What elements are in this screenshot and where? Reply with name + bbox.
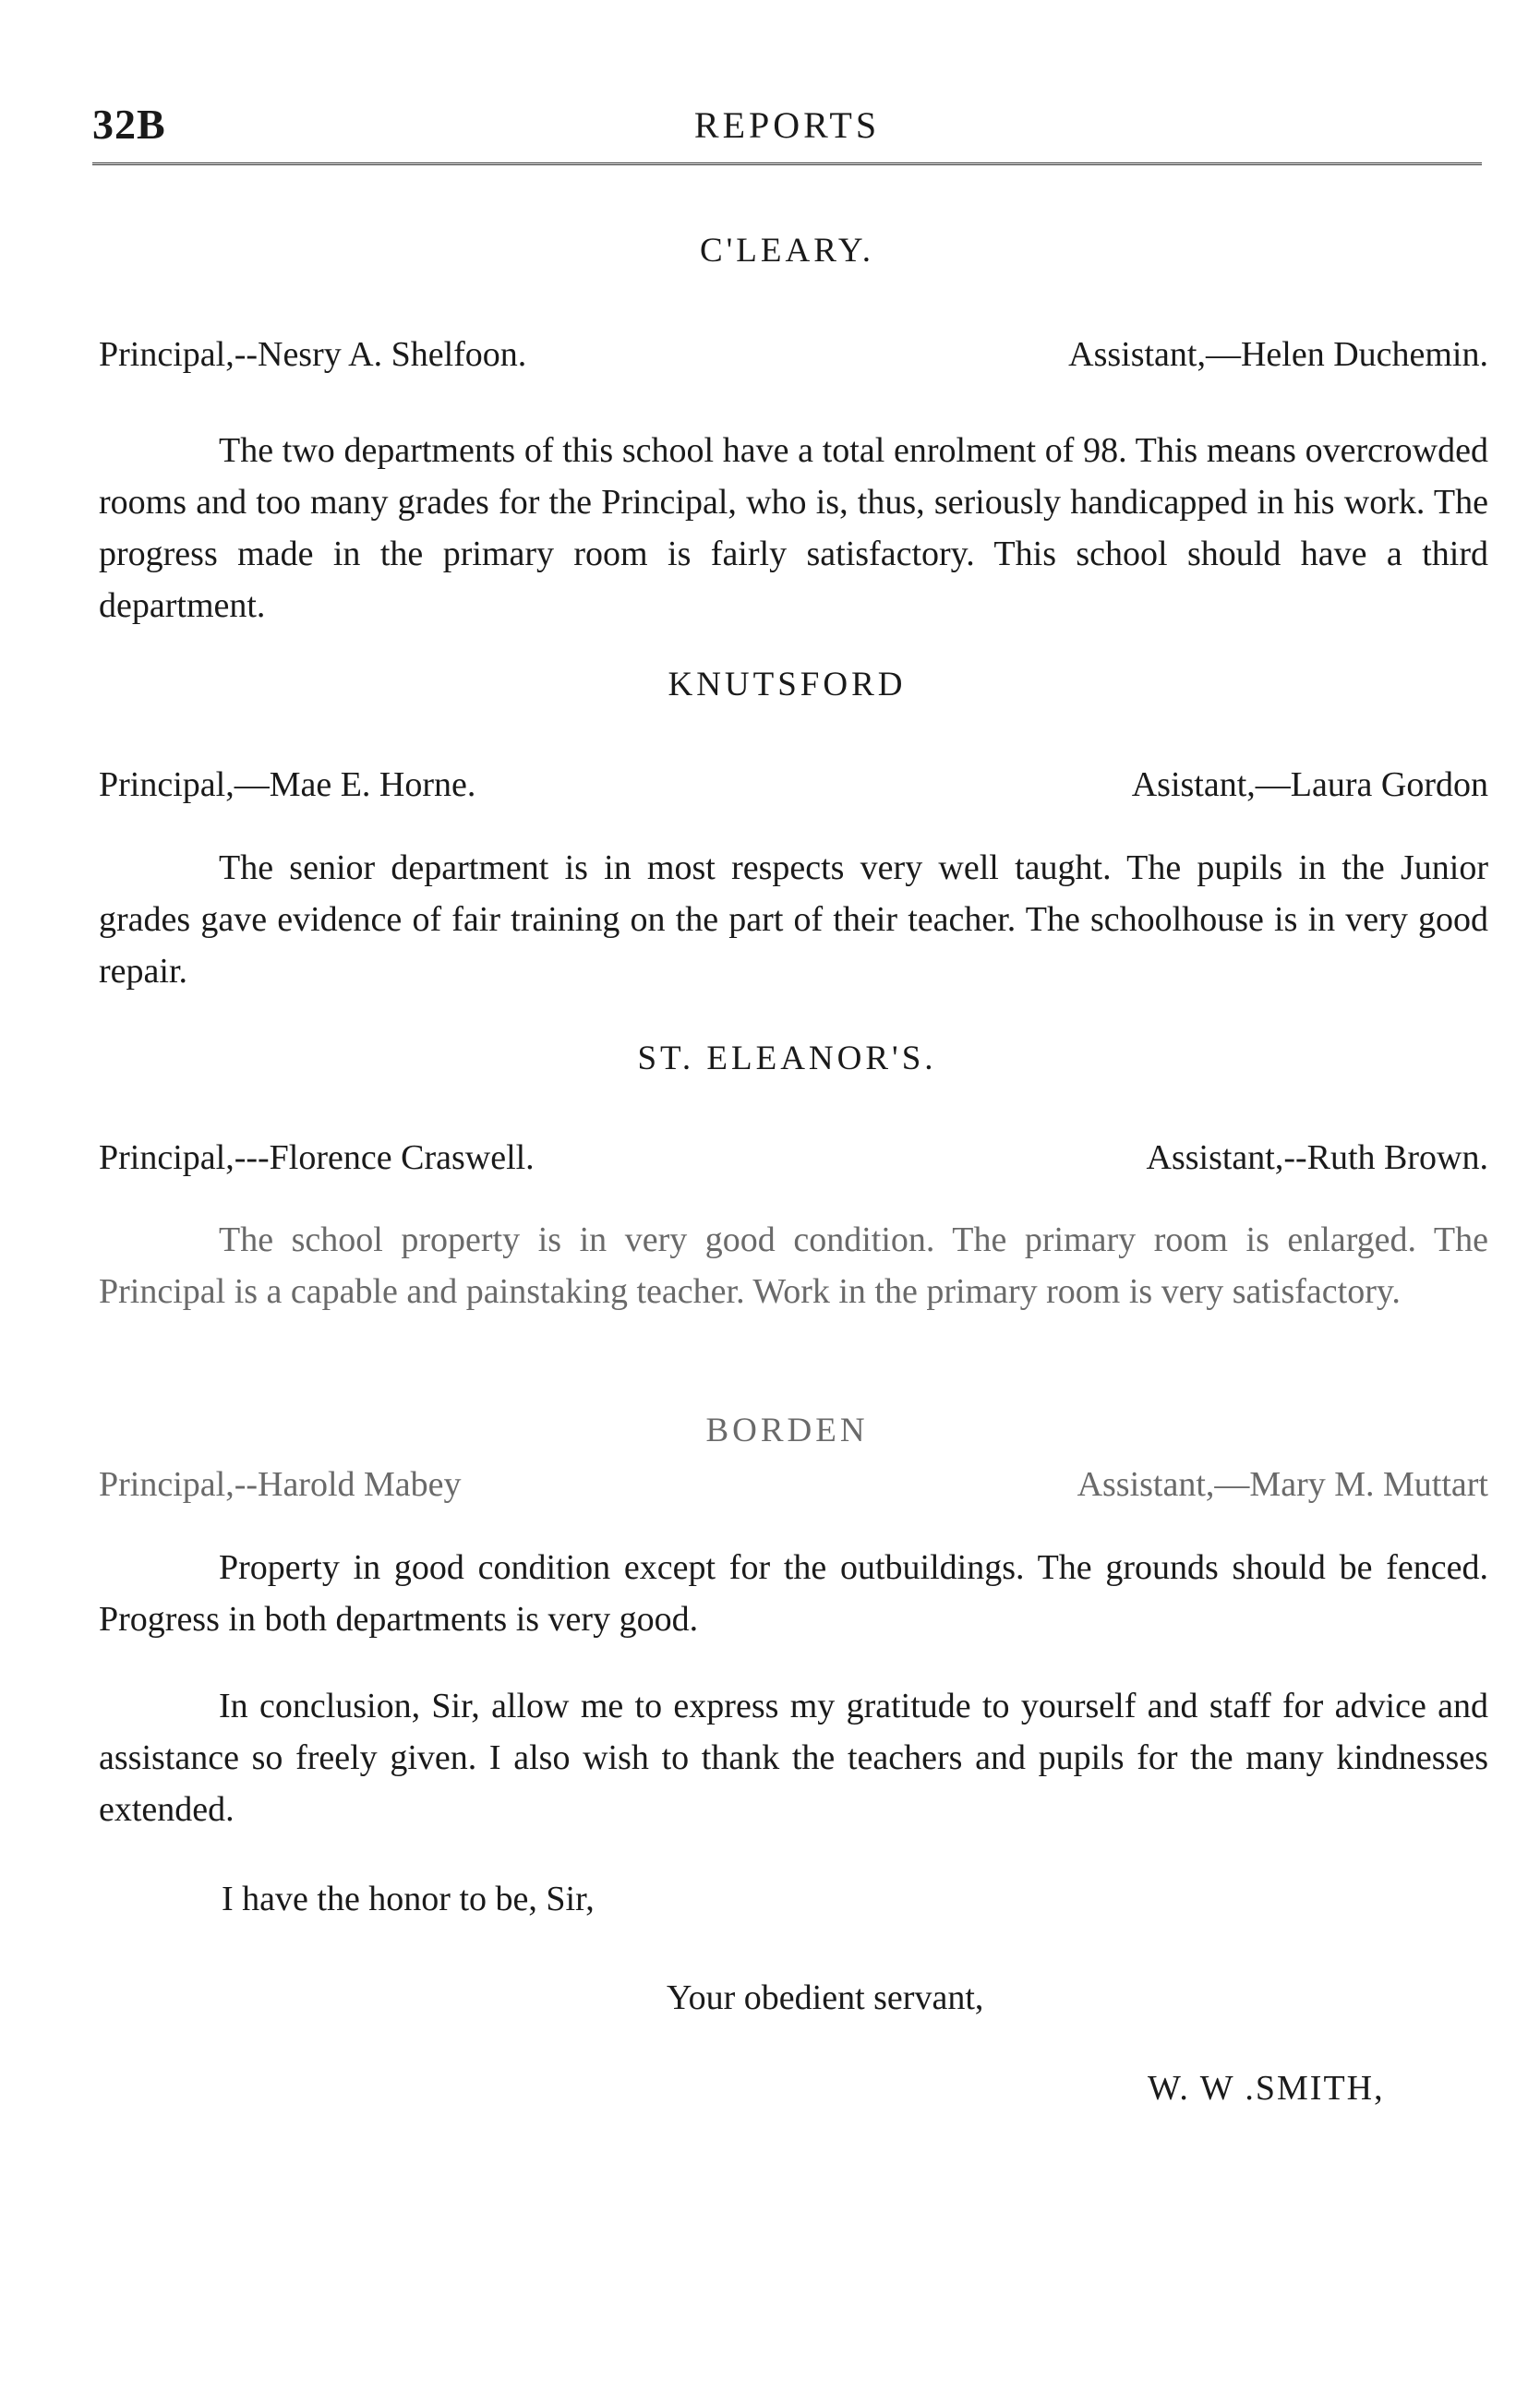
conclusion-paragraph: In conclusion, Sir, allow me to express my gratitude to yourself and staff for advice and assistance so freely given. I also wish to thank the teachers and pupils for the many kindnesses extended. (99, 1687, 1488, 1829)
header-rule (92, 162, 1482, 165)
staff-line-knutsford (99, 764, 1488, 811)
running-title: REPORTS (693, 104, 881, 146)
running-head (92, 100, 1482, 155)
closing-salutation: I have the honor to be, Sir, (222, 1880, 595, 1918)
section-heading-knutsford: KNUTSFORD (668, 666, 907, 703)
report-paragraph-knutsford: The senior department is in most respects very well taught. The pupils in the Junior grades gave evidence of fair training on the part of their teacher. The schoolhouse is in very good repair. (99, 848, 1488, 991)
report-paragraph-cleary: The two departments of this school have a total enrolment of 98. This means overcrowded rooms and too many grades for the Principal, who is, thus, seriously handicapped in his work. The progress made in the primary room is fairly satisfactory. This school should have a third department. (99, 431, 1488, 625)
section-heading-cleary: C'LEARY. (699, 232, 875, 270)
staff-line-borden (99, 1464, 1488, 1510)
section-heading-st-eleanors: ST. ELEANOR'S. (637, 1040, 937, 1077)
complimentary-close: Your obedient servant, (667, 1978, 984, 2017)
report-paragraph-borden: Property in good condition except for the outbuildings. The grounds should be fenced. Progress in both departments is very good. (99, 1548, 1488, 1639)
report-paragraph-st-eleanors: The school property is in very good condition. The primary room is enlarged. The Principal is a capable and painstaking teacher. Work in the primary room is very satisfactory. (99, 1220, 1488, 1311)
section-heading-borden: BORDEN (705, 1412, 869, 1449)
staff-line-cleary (99, 334, 1488, 380)
assistant-name: Assistant,--Ruth Brown. (1146, 1138, 1488, 1177)
signature: W. W .SMITH, (1148, 2069, 1385, 2108)
principal-name: Principal,---Florence Craswell. (99, 1138, 535, 1177)
principal-name: Principal,—Mae E. Horne. (99, 765, 476, 804)
assistant-name: Asistant,—Laura Gordon (1131, 765, 1488, 804)
assistant-name: Assistant,—Helen Duchemin. (1068, 335, 1488, 374)
principal-name: Principal,--Nesry A. Shelfoon. (99, 335, 527, 374)
page-number: 32B (92, 101, 166, 148)
principal-name: Principal,--Harold Mabey (99, 1465, 462, 1504)
assistant-name: Assistant,—Mary M. Muttart (1077, 1465, 1488, 1504)
staff-line-st-eleanors (99, 1137, 1488, 1184)
